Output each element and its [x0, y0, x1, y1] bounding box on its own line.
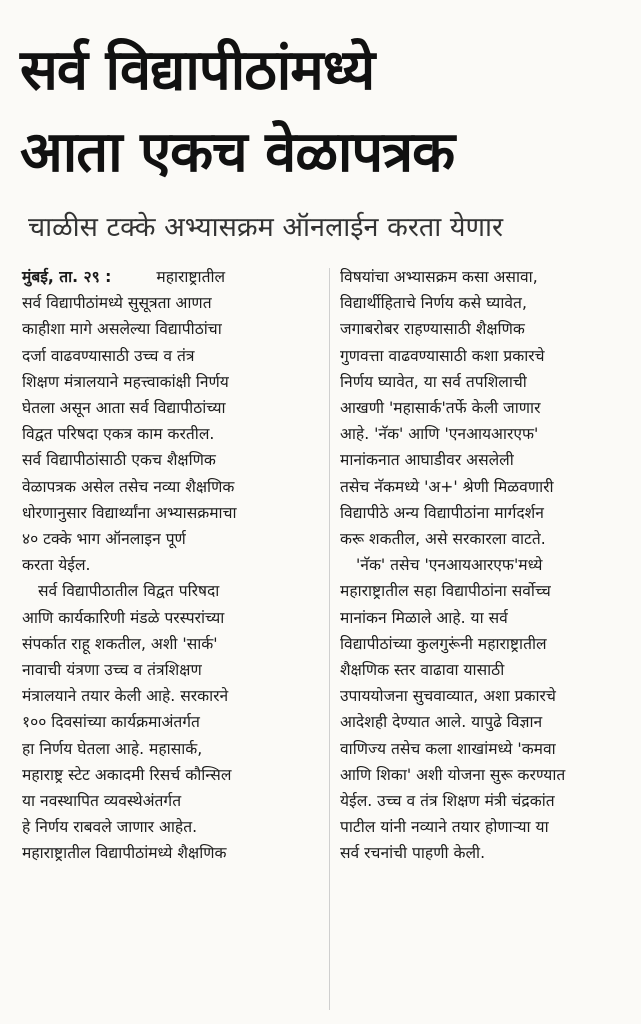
article-line: महाराष्ट्रातील: [156, 268, 226, 286]
article-line: मंत्रालयाने तयार केली आहे. सरकारने: [22, 687, 229, 706]
article-line: शिक्षण मंत्रालयाने महत्त्वाकांक्षी निर्णय: [22, 372, 229, 391]
article-line: विद्यापीठे अन्य विद्यापीठांना मार्गदर्शन: [340, 503, 544, 522]
column-divider: [329, 268, 330, 1010]
article-line: सर्व विद्यापीठातील विद्वत परिषदा: [38, 582, 220, 601]
article-line: येईल. उच्च व तंत्र शिक्षण मंत्री चंद्रकांत: [340, 792, 555, 811]
article-line: काहीशा मागे असलेल्या विद्यापीठांचा: [22, 320, 222, 339]
subheadline: चाळीस टक्के अभ्यासक्रम ऑनलाईन करता येणार: [28, 212, 504, 243]
article-line: पाटील यांनी नव्याने तयार होणाऱ्या या: [340, 818, 549, 837]
article-right-column: [340, 264, 625, 867]
article-line: करता येईल.: [22, 556, 91, 575]
article-line: 'नॅक' तसेच 'एनआयआरएफ'मध्ये: [356, 556, 543, 575]
article-line: आहे. 'नॅक' आणि 'एनआयआरएफ': [340, 425, 539, 444]
article-line: विषयांचा अभ्यासक्रम कसा असावा,: [340, 268, 538, 286]
article-line: ४० टक्के भाग ऑनलाइन पूर्ण: [22, 530, 186, 549]
article-line: सर्व विद्यापीठांमध्ये सुसूत्रता आणत: [22, 294, 212, 313]
article-line: महाराष्ट्रातील विद्यापीठांमध्ये शैक्षणिक: [22, 844, 227, 863]
article-line: या नवस्थापित व्यवस्थेअंतर्गत: [22, 792, 182, 811]
headline: [20, 30, 620, 194]
article-line: घेतला असून आता सर्व विद्यापीठांच्या: [22, 399, 226, 418]
article-line: करू शकतील, असे सरकारला वाटते.: [340, 530, 546, 549]
article-line: आणि शिका' अशी योजना सुरू करण्यात: [340, 765, 566, 784]
article-line: वेळापत्रक असेल तसेच नव्या शैक्षणिक: [22, 477, 235, 496]
article-line: मानांकनात आघाडीवर असलेली: [340, 451, 514, 470]
article-left-column: [22, 264, 320, 867]
article-line: दर्जा वाढवण्यासाठी उच्च व तंत्र: [22, 346, 195, 365]
article-line: आदेशही देण्यात आले. यापुढे विज्ञान: [340, 713, 543, 732]
article-line: महाराष्ट्र स्टेट अकादमी रिसर्च कौन्सिल: [22, 765, 232, 784]
article-line: उपाययोजना सुचवाव्यात, अशा प्रकारचे: [340, 687, 556, 706]
article-line: आखणी 'महासार्क'तर्फे केली जाणार: [340, 399, 541, 418]
article-line: शैक्षणिक स्तर वाढावा यासाठी: [340, 661, 505, 680]
first-line: [22, 264, 320, 290]
article-line: १०० दिवसांच्या कार्यक्रमाअंतर्गत: [22, 713, 200, 732]
article-line: वाणिज्य तसेच कला शाखांमध्ये 'कमवा: [340, 739, 556, 758]
article-line: जगाबरोबर राहण्यासाठी शैक्षणिक: [340, 320, 525, 339]
article-line: संपर्कात राहू शकतील, अशी 'सार्क': [22, 634, 218, 653]
article-line: आणि कार्यकारिणी मंडळे परस्परांच्या: [22, 608, 225, 627]
article-line: विद्वत परिषदा एकत्र काम करतील.: [22, 425, 215, 444]
article-line: मानांकन मिळाले आहे. या सर्व: [340, 608, 508, 627]
article-line: सर्व रचनांची पाहणी केली.: [340, 844, 486, 863]
article-line: विद्यापीठांच्या कुलगुरूंनी महाराष्ट्रातील: [340, 634, 547, 653]
headline-line-1: सर्व विद्यापीठांमध्ये: [20, 38, 375, 103]
headline-line-2: आता एकच वेळापत्रक: [20, 120, 455, 185]
article-line: विद्यार्थीहिताचे निर्णय कसे घ्यावेत,: [340, 294, 527, 313]
article-line: हे निर्णय राबवले जाणार आहेत.: [22, 818, 198, 837]
article-line: नावाची यंत्रणा उच्च व तंत्रशिक्षण: [22, 661, 202, 680]
article-line: सर्व विद्यापीठांसाठी एकच शैक्षणिक: [22, 451, 216, 470]
dateline: मुंबई, ता. २९ :: [22, 268, 112, 286]
article-line: हा निर्णय घेतला आहे. महासार्क,: [22, 739, 203, 758]
article-line: महाराष्ट्रातील सहा विद्यापीठांना सर्वोच्च: [340, 582, 551, 601]
article-line: तसेच नॅकमध्ये 'अ+' श्रेणी मिळवणारी: [340, 477, 554, 496]
article-line: निर्णय घ्यावेत, या सर्व तपशिलाची: [340, 372, 527, 391]
article-line: गुणवत्ता वाढवण्यासाठी कशा प्रकारचे: [340, 346, 545, 365]
article-line: धोरणानुसार विद्यार्थ्यांना अभ्यासक्रमाचा: [22, 503, 237, 522]
